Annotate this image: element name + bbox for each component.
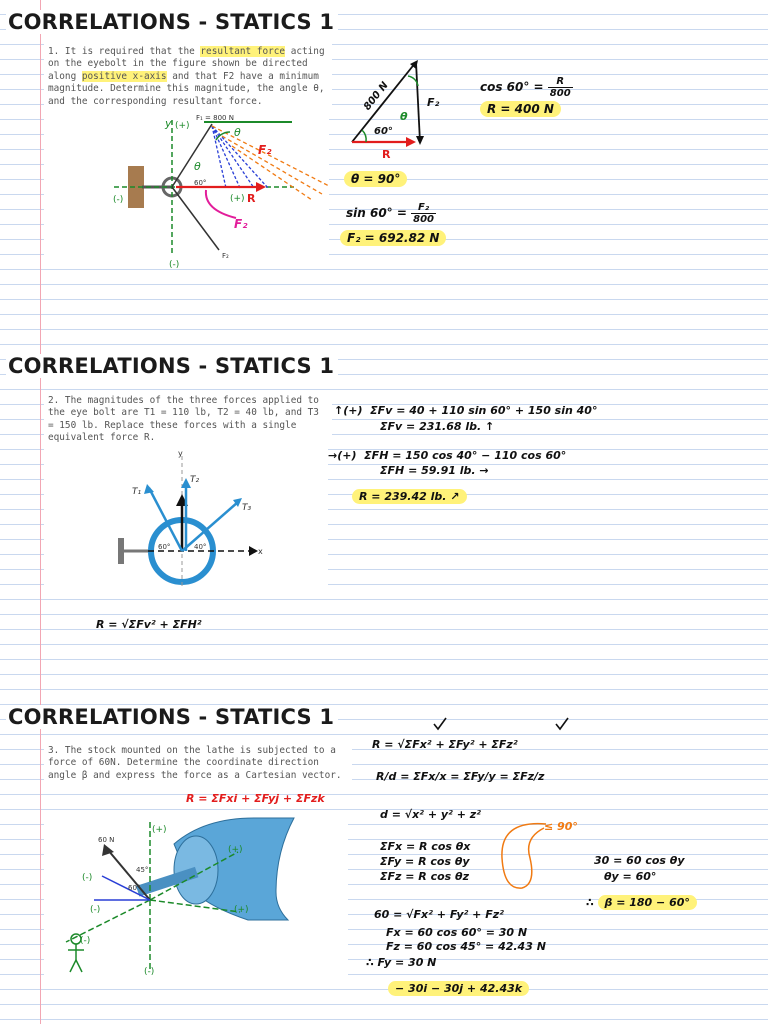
checkmarks xyxy=(432,716,582,734)
tri-label-800: 800 N xyxy=(361,80,391,113)
section-heading-3: CORRELATIONS - STATICS 1 xyxy=(6,705,338,729)
f2-vector xyxy=(172,187,219,250)
triangle-f2-arrowhead xyxy=(416,136,424,145)
fx-component: ΣFx = R cos θx xyxy=(380,840,471,853)
theta-answer-text: θ = 90° xyxy=(344,171,407,187)
sin-fraction xyxy=(411,202,436,225)
problem-1-text-b: acting on the eyebolt in the figure shown be directed along xyxy=(48,46,325,82)
fv-eq-1-text: ΣFv = 40 + 110 sin 60° + 150 sin 40° xyxy=(370,404,598,417)
fy-component: ΣFy = R cos θy xyxy=(380,855,470,868)
p3-label-60deg: 60° xyxy=(128,884,141,892)
sin-numerator: F₂ xyxy=(411,202,436,214)
beta-answer xyxy=(586,896,697,909)
fv-eq-1 xyxy=(334,404,597,417)
label-r-red: R xyxy=(247,192,256,205)
blue-fan-line-3 xyxy=(212,126,254,188)
beta-answer-text: β = 180 − 60° xyxy=(598,895,697,910)
fy-value: ∴ Fy = 30 N xyxy=(366,956,437,969)
p3-label-minus-4: (-) xyxy=(144,967,155,977)
problem-2-text: 2. The magnitudes of the three forces applied to the eye bolt are T1 = 110 lb, T2 = 40 lb, and T3 = 150 lb. Replace these forces with a single equivalent force R. xyxy=(44,393,332,447)
p3-label-60n: 60 N xyxy=(98,836,115,844)
problem-1-text-a: 1. It is required that the xyxy=(48,46,201,57)
cos-fraction xyxy=(548,76,573,99)
fh-eq-1 xyxy=(328,449,566,462)
p3-label-plus-x: (+) xyxy=(234,905,249,915)
fz-value: Fz = 60 cos 45° = 42.43 N xyxy=(386,940,546,953)
p3-label-minus-2: (-) xyxy=(90,905,101,915)
p2-label-60: 60° xyxy=(158,543,171,551)
sixty-magnitude: 60 = √Fx² + Fy² + Fz² xyxy=(374,908,504,921)
label-f2-pink: F₂ xyxy=(234,217,248,231)
tri-label-60: 60° xyxy=(374,126,393,137)
p2-x-arrowhead xyxy=(249,546,258,556)
problem-1-text xyxy=(44,44,332,110)
notebook-margin-line xyxy=(40,0,41,1024)
final-vector-answer xyxy=(388,982,529,995)
p2-wall xyxy=(118,538,124,564)
section-heading-2: CORRELATIONS - STATICS 1 xyxy=(6,354,338,378)
label-minus-left: (-) xyxy=(113,195,124,205)
p2-label-t2: T₂ xyxy=(190,475,200,485)
r-answer-2-text: R = 239.42 lb. ↗ xyxy=(352,489,467,504)
cartesian-vector-red: R = ΣFxi + ΣFyj + ΣFzk xyxy=(186,792,325,805)
tri-label-theta: θ xyxy=(400,110,408,123)
p3-force-60n xyxy=(108,850,150,900)
ratio-equation: R/d = ΣFx/x = ΣFy/y = ΣFz/z xyxy=(376,770,545,783)
label-minus-bottom: (-) xyxy=(169,260,180,270)
theta-answer xyxy=(344,172,407,186)
problem-2-figure xyxy=(44,446,328,596)
label-angle-60: 60° xyxy=(194,179,207,187)
f2-answer xyxy=(340,231,446,245)
p3-label-plus-z: (+) xyxy=(152,825,167,835)
r-answer-1-text: R = 400 N xyxy=(480,101,561,117)
cos-lhs: cos 60° = xyxy=(480,80,544,94)
cos-denominator: 800 xyxy=(549,88,571,99)
f2-answer-text: F₂ = 692.82 N xyxy=(340,230,446,246)
orange-dashed-2 xyxy=(222,136,322,194)
p2-label-t3: T₃ xyxy=(242,503,252,513)
orange-loop xyxy=(492,818,552,894)
fv-prefix: ↑(+) xyxy=(334,404,363,417)
tri-label-r: R xyxy=(382,148,391,161)
fz-component: ΣFz = R cos θz xyxy=(380,870,470,883)
p3-neg-axis xyxy=(66,900,150,942)
label-plus-right: (+) xyxy=(230,194,245,204)
d-magnitude: d = √x² + y² + z² xyxy=(380,808,481,821)
fh-prefix: →(+) xyxy=(328,449,357,462)
section-heading-1: CORRELATIONS - STATICS 1 xyxy=(6,10,338,34)
r-formula-2: R = √ΣFv² + ΣFH² xyxy=(96,618,202,631)
label-f2-red: F₂ xyxy=(258,143,272,157)
p2-label-y: y xyxy=(178,449,183,458)
p2-label-40: 40° xyxy=(194,543,207,551)
fh-eq-2: ΣFH = 59.91 lb. → xyxy=(380,464,489,477)
sin-lhs: sin 60° = xyxy=(346,206,407,220)
orange-loop-path xyxy=(502,824,546,888)
f1-vector xyxy=(172,124,212,187)
label-theta-top: θ xyxy=(234,126,241,139)
r-answer-1 xyxy=(480,102,561,116)
problem-3-figure xyxy=(44,812,348,980)
p2-label-x: x xyxy=(258,547,263,556)
p3-label-45deg: 45° xyxy=(136,866,149,874)
tri-label-f2: F₂ xyxy=(427,96,440,109)
cos-numerator: R xyxy=(548,76,573,88)
label-theta-mid: θ xyxy=(194,160,201,173)
problem-1-figure xyxy=(44,110,329,270)
label-plus-top: (+) xyxy=(175,121,190,131)
label-f2-black: F₂ xyxy=(222,252,229,260)
fv-eq-2: ΣFv = 231.68 lb. ↑ xyxy=(380,420,495,433)
r-magnitude-3: R = √ΣFx² + ΣFy² + ΣFz² xyxy=(372,738,518,751)
p3-label-minus-3: (-) xyxy=(80,936,91,946)
check-mark-2 xyxy=(556,718,568,729)
fh-eq-1-text: ΣFH = 150 cos 40° − 110 cos 60° xyxy=(364,449,567,462)
side-eq-2: θy = 60° xyxy=(604,870,657,883)
r-answer-2 xyxy=(352,490,467,503)
side-eq-1: 30 = 60 cos θy xyxy=(594,854,685,867)
triangle-r-arrowhead xyxy=(406,137,416,147)
final-vector-answer-text: − 30i − 30j + 42.43k xyxy=(388,981,529,996)
sin-equation xyxy=(346,202,436,225)
sin-denominator: 800 xyxy=(413,214,434,225)
p2-label-t1: T₁ xyxy=(132,487,142,497)
label-f1: F₁ = 800 N xyxy=(196,114,234,122)
beta-prefix: ∴ xyxy=(586,896,594,909)
p3-label-minus-1: (-) xyxy=(82,873,93,883)
check-mark-1 xyxy=(434,718,446,729)
lathe-chuck-face xyxy=(174,836,218,904)
fx-value: Fx = 60 cos 60° = 30 N xyxy=(386,926,528,939)
triangle-60-arc xyxy=(362,130,366,142)
problem-3-text: 3. The stock mounted on the lathe is subjected to a force of 60N. Determine the coordinate direction angle β and express the force as a Cartesian vector. xyxy=(44,743,352,784)
force-triangle xyxy=(344,56,454,161)
problem-1-text-c: and that F2 have a minimum magnitude. Determine this magnitude, the angle θ, and the corresponding resultant force. xyxy=(48,70,325,107)
triangle-f2-side xyxy=(416,62,420,142)
le-90-note: ≤ 90° xyxy=(544,820,578,833)
p3-label-plus-y: (+) xyxy=(228,845,243,855)
problem-1-highlight-resultant: resultant force xyxy=(200,46,286,57)
problem-1-highlight-x-axis: positive x-axis xyxy=(81,70,167,82)
cos-equation xyxy=(480,76,573,99)
label-y: y xyxy=(165,117,172,130)
